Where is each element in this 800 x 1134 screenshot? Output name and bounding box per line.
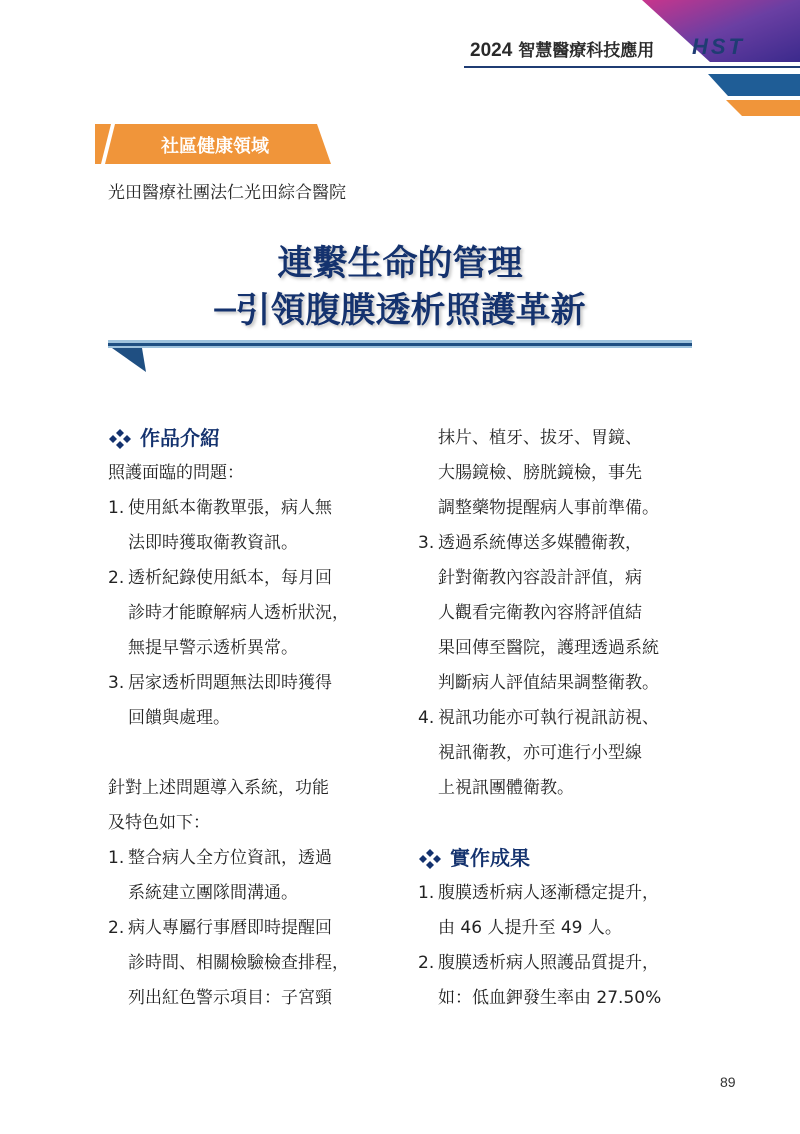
result-item [418, 946, 708, 1016]
item-line: 如：低血鉀發生率由 27.50% [438, 988, 662, 1008]
item-line: 抹片、植牙、拔牙、胃鏡、 [438, 428, 642, 448]
item-line: 無提早警示透析異常。 [128, 638, 298, 658]
problem-item [108, 491, 398, 561]
item-line: 居家透析問題無法即時獲得 [128, 673, 332, 693]
header-publication: 智慧醫療科技應用 [518, 41, 655, 61]
item-line: 人觀看完衛教內容將評值結 [438, 603, 642, 623]
right-column [418, 421, 708, 1016]
category-label: 社區健康領域 [161, 136, 269, 157]
publication-header [470, 36, 654, 62]
item-line: 法即時獲取衛教資訊。 [128, 533, 298, 553]
problem-item [108, 666, 398, 736]
results-heading [418, 841, 708, 876]
organization-name: 光田醫療社團法仁光田綜合醫院 [108, 183, 346, 203]
features-intro-line: 及特色如下： [108, 813, 210, 833]
item-line: 透過系統傳送多媒體衛教， [438, 533, 642, 553]
item-number: 1. [108, 848, 125, 868]
feature-item [418, 701, 708, 806]
item-line: 整合病人全方位資訊，透過 [128, 848, 332, 868]
item-line: 針對衛教內容設計評值，病 [438, 568, 642, 588]
item-number: 2. [418, 953, 435, 973]
title-underline [108, 338, 692, 378]
diamond-bullet-icon [108, 428, 132, 450]
header-divider [464, 66, 800, 68]
item-line: 視訊功能亦可執行視訊訪視、 [438, 708, 659, 728]
intro-heading-text: 作品介紹 [140, 426, 220, 450]
item-line: 視訊衛教，亦可進行小型線 [438, 743, 642, 763]
item-line: 列出紅色警示項目：子宮頸 [128, 988, 332, 1008]
feature-item-continued [418, 421, 708, 526]
diamond-bullet-icon [418, 848, 442, 870]
results-heading-text: 實作成果 [450, 846, 530, 870]
item-number: 2. [108, 568, 125, 588]
item-line: 病人專屬行事曆即時提醒回 [128, 918, 332, 938]
item-line: 腹膜透析病人逐漸穩定提升， [438, 883, 659, 903]
item-number: 2. [108, 918, 125, 938]
item-line: 調整藥物提醒病人事前準備。 [438, 498, 659, 518]
item-line: 果回傳至醫院，護理透過系統 [438, 638, 659, 658]
article-title-line1: 連繫生命的管理 [277, 244, 523, 284]
item-line: 腹膜透析病人照護品質提升， [438, 953, 659, 973]
feature-item [418, 526, 708, 701]
item-line: 上視訊團體衛教。 [438, 778, 574, 798]
item-number: 4. [418, 708, 435, 728]
item-number: 1. [418, 883, 435, 903]
item-number: 1. [108, 498, 125, 518]
item-line: 透析紀錄使用紙本，每月回 [128, 568, 332, 588]
item-number: 3. [418, 533, 435, 553]
header-year: 2024 [470, 40, 513, 61]
item-line: 判斷病人評值結果調整衛教。 [438, 673, 659, 693]
item-number: 3. [108, 673, 125, 693]
page-number: 89 [720, 1074, 736, 1090]
problems-intro: 照護面臨的問題： [108, 463, 244, 483]
problem-item [108, 561, 398, 666]
left-column [108, 421, 398, 1016]
item-line: 由 46 人提升至 49 人。 [438, 918, 622, 938]
intro-heading [108, 421, 398, 456]
item-line: 回饋與處理。 [128, 708, 230, 728]
item-line: 診時才能瞭解病人透析狀況， [128, 603, 349, 623]
feature-item [108, 911, 398, 1016]
result-item [418, 876, 708, 946]
brand-logo: HST [692, 34, 745, 59]
features-intro-line: 針對上述問題導入系統，功能 [108, 778, 329, 798]
item-line: 使用紙本衛教單張，病人無 [128, 498, 332, 518]
item-line: 系統建立團隊間溝通。 [128, 883, 298, 903]
feature-item [108, 841, 398, 911]
article-title-line2: ─引領腹膜透析照護革新 [214, 291, 586, 331]
item-line: 診時間、相關檢驗檢查排程， [128, 953, 349, 973]
item-line: 大腸鏡檢、膀胱鏡檢，事先 [438, 463, 642, 483]
